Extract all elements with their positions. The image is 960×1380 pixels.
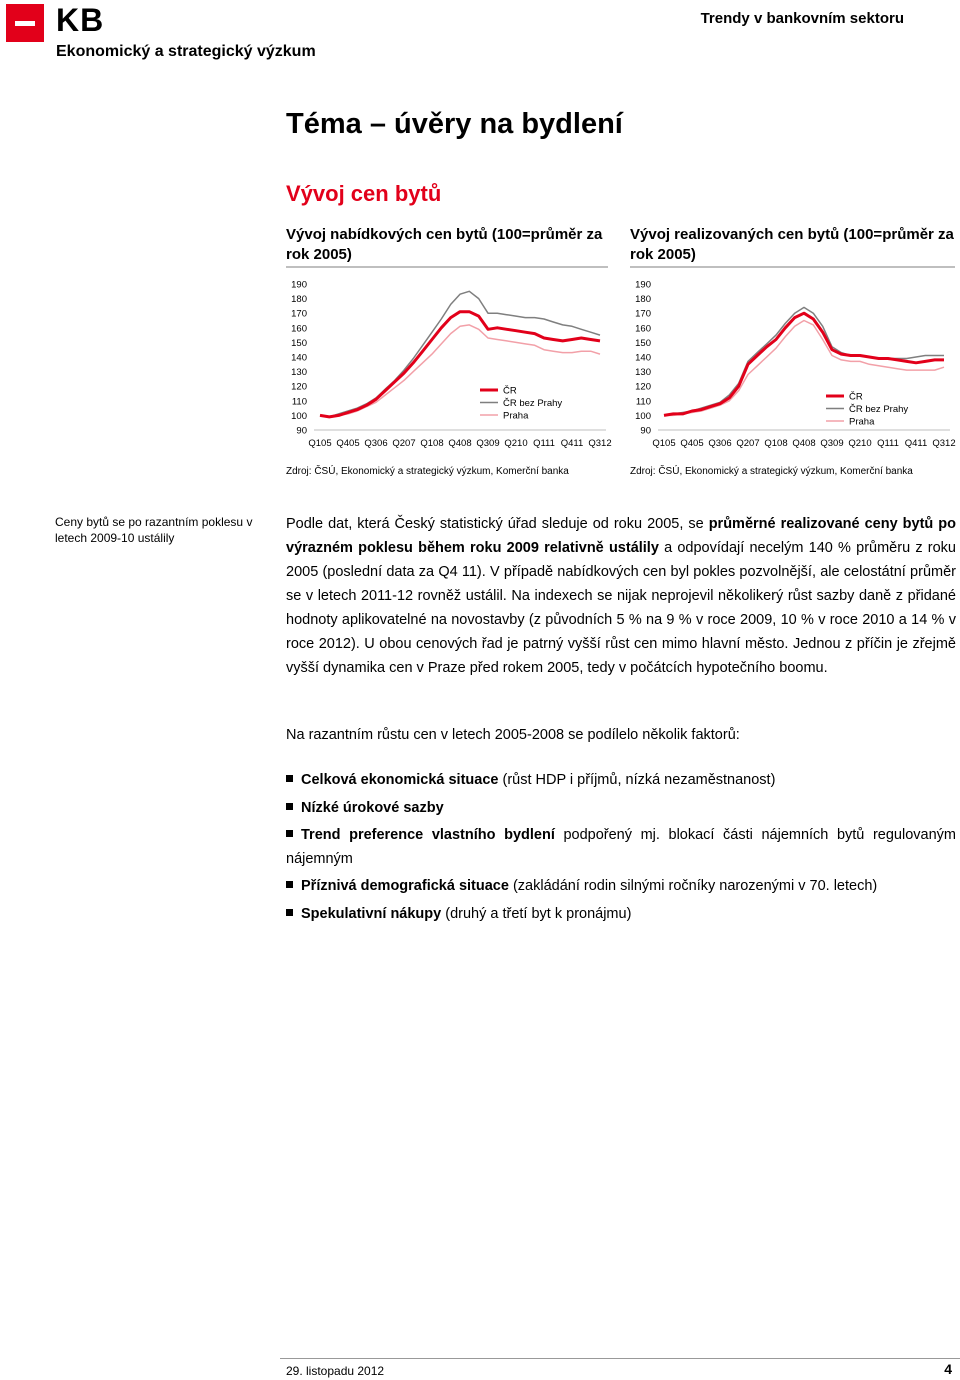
factor-text: (zakládání rodin silnými ročníky narozenými v 70. letech) <box>508 878 878 894</box>
list-item <box>286 796 956 820</box>
y-tick-label: 100 <box>291 410 307 422</box>
square-bullet-icon <box>286 775 293 782</box>
factor-bold: Trend preference vlastního bydlení <box>301 827 555 843</box>
y-tick-label: 190 <box>291 279 307 291</box>
factor-text: (růst HDP i příjmů, nízká nezaměstnanost) <box>498 772 776 788</box>
chart-title-rule <box>630 266 955 268</box>
factor-bold: Nízké úrokové sazby <box>301 800 444 816</box>
paragraph-emphasis: průměrné realizované ceny bytů po výrazném poklesu během roku 2009 relativně ustálily <box>286 516 956 556</box>
page-number: 4 <box>944 1361 952 1377</box>
y-tick-label: 110 <box>291 396 307 408</box>
y-tick-label: 110 <box>635 396 651 408</box>
kb-logo-text: KB <box>56 2 105 38</box>
x-tick-label: Q306 <box>364 438 388 449</box>
x-tick-label: Q309 <box>820 438 844 449</box>
square-bullet-icon <box>286 909 293 916</box>
chart-realized-prices <box>624 272 958 456</box>
kb-logo-square <box>6 4 44 42</box>
paragraph-text: a odpovídají necelým 140 % průměru z roku 2005 (poslední data za Q4 11). V případě nabídkových cen byl pokles pozvolnější, ale celostátní průměr se v letech 2011-12 rovněž ustálil. Na indexech se nijak neprojevil několikerý růst sazby daně z přidané hodnoty aplikovatelné na novostavby (z původních 5 % na 9 % v roce 2009, 10 % v roce 2010 a 14 % v roce 2012). U obou cenových řad je patrný vyšší růst cen mimo hlavní město. Jednou z příčin je zřejmě vyšší dynamika cen v Praze před rokem 2005, tedy v počátcích hypotečního boomu. <box>286 540 956 676</box>
factors-intro: Na razantním růstu cen v letech 2005-2008 se podílelo několik faktorů: <box>286 727 740 743</box>
y-tick-label: 140 <box>291 352 307 364</box>
x-tick-label: Q108 <box>420 438 444 449</box>
y-tick-label: 120 <box>635 381 651 393</box>
y-tick-label: 180 <box>635 294 651 306</box>
y-tick-label: 130 <box>635 367 651 379</box>
x-tick-label: Q306 <box>708 438 732 449</box>
chart-offer-prices <box>280 272 614 456</box>
y-tick-label: 130 <box>291 367 307 379</box>
series-line-2 <box>664 321 944 416</box>
x-tick-label: Q105 <box>308 438 332 449</box>
body-paragraph <box>286 512 956 680</box>
y-tick-label: 120 <box>291 381 307 393</box>
legend-label: ČR <box>849 391 863 403</box>
chart-title-rule <box>286 266 608 268</box>
paragraph-text: Podle dat, která Český statistický úřad sleduje od roku 2005, se <box>286 516 709 532</box>
factor-bold: Spekulativní nákupy <box>301 906 442 922</box>
y-tick-label: 90 <box>296 425 307 437</box>
legend-label: ČR bez Prahy <box>503 398 563 409</box>
factor-text: (druhý a třetí byt k pronájmu) <box>441 906 632 922</box>
x-tick-label: Q411 <box>904 438 928 449</box>
factor-bold: Celková ekonomická situace <box>301 772 499 788</box>
y-tick-label: 160 <box>635 323 651 335</box>
legend-label: Praha <box>849 416 875 428</box>
legend-label: Praha <box>503 410 529 422</box>
department-name: Ekonomický a strategický výzkum <box>56 43 316 60</box>
list-item <box>286 768 956 792</box>
x-tick-label: Q111 <box>533 438 555 449</box>
x-tick-label: Q210 <box>504 438 528 449</box>
x-tick-label: Q210 <box>848 438 872 449</box>
legend-label: ČR <box>503 385 517 397</box>
chart-source-note: Zdroj: ČSÚ, Ekonomický a strategický výzkum, Komerční banka <box>630 466 913 477</box>
x-tick-label: Q411 <box>560 438 584 449</box>
page-title: Téma – úvěry na bydlení <box>286 108 623 140</box>
logo-bar <box>15 21 35 26</box>
footer-date: 29. listopadu 2012 <box>286 1364 385 1378</box>
x-tick-label: Q207 <box>736 438 760 449</box>
factor-bold: Příznivá demografická situace <box>301 878 509 894</box>
series-line-0 <box>664 313 944 415</box>
legend-label: ČR bez Prahy <box>849 404 909 415</box>
list-item <box>286 902 956 926</box>
x-tick-label: Q312 <box>588 438 612 449</box>
y-tick-label: 180 <box>291 294 307 306</box>
square-bullet-icon <box>286 830 293 837</box>
y-tick-label: 170 <box>291 308 307 320</box>
chart-source-note: Zdroj: ČSÚ, Ekonomický a strategický výzkum, Komerční banka <box>286 466 569 477</box>
chart-realized-prices-title: Vývoj realizovaných cen bytů (100=průměr za rok 2005) <box>630 226 954 263</box>
chart-offer-prices-title: Vývoj nabídkových cen bytů (100=průměr za rok 2005) <box>286 226 603 263</box>
list-item <box>286 823 956 871</box>
square-bullet-icon <box>286 803 293 810</box>
report-name: Trendy v bankovním sektoru <box>700 10 904 27</box>
sidebar-note: Ceny bytů se po razantním poklesu v letech 2009-10 ustálily <box>55 515 253 545</box>
x-tick-label: Q111 <box>877 438 899 449</box>
footer-rule <box>280 1358 960 1359</box>
y-tick-label: 140 <box>635 352 651 364</box>
x-tick-label: Q408 <box>448 438 472 449</box>
x-tick-label: Q105 <box>652 438 676 449</box>
x-tick-label: Q207 <box>392 438 416 449</box>
x-tick-label: Q312 <box>932 438 956 449</box>
y-tick-label: 160 <box>291 323 307 335</box>
x-tick-label: Q309 <box>476 438 500 449</box>
x-tick-label: Q108 <box>764 438 788 449</box>
factor-text: podpořený mj. blokací části nájemních bytů regulovaným nájemným <box>286 827 956 867</box>
x-tick-label: Q408 <box>792 438 816 449</box>
x-tick-label: Q405 <box>336 438 360 449</box>
y-tick-label: 170 <box>635 308 651 320</box>
y-tick-label: 190 <box>635 279 651 291</box>
list-item <box>286 874 956 898</box>
y-tick-label: 150 <box>291 337 307 349</box>
y-tick-label: 100 <box>635 410 651 422</box>
y-tick-label: 90 <box>640 425 651 437</box>
section-title: Vývoj cen bytů <box>286 181 442 206</box>
x-tick-label: Q405 <box>680 438 704 449</box>
y-tick-label: 150 <box>635 337 651 349</box>
square-bullet-icon <box>286 881 293 888</box>
